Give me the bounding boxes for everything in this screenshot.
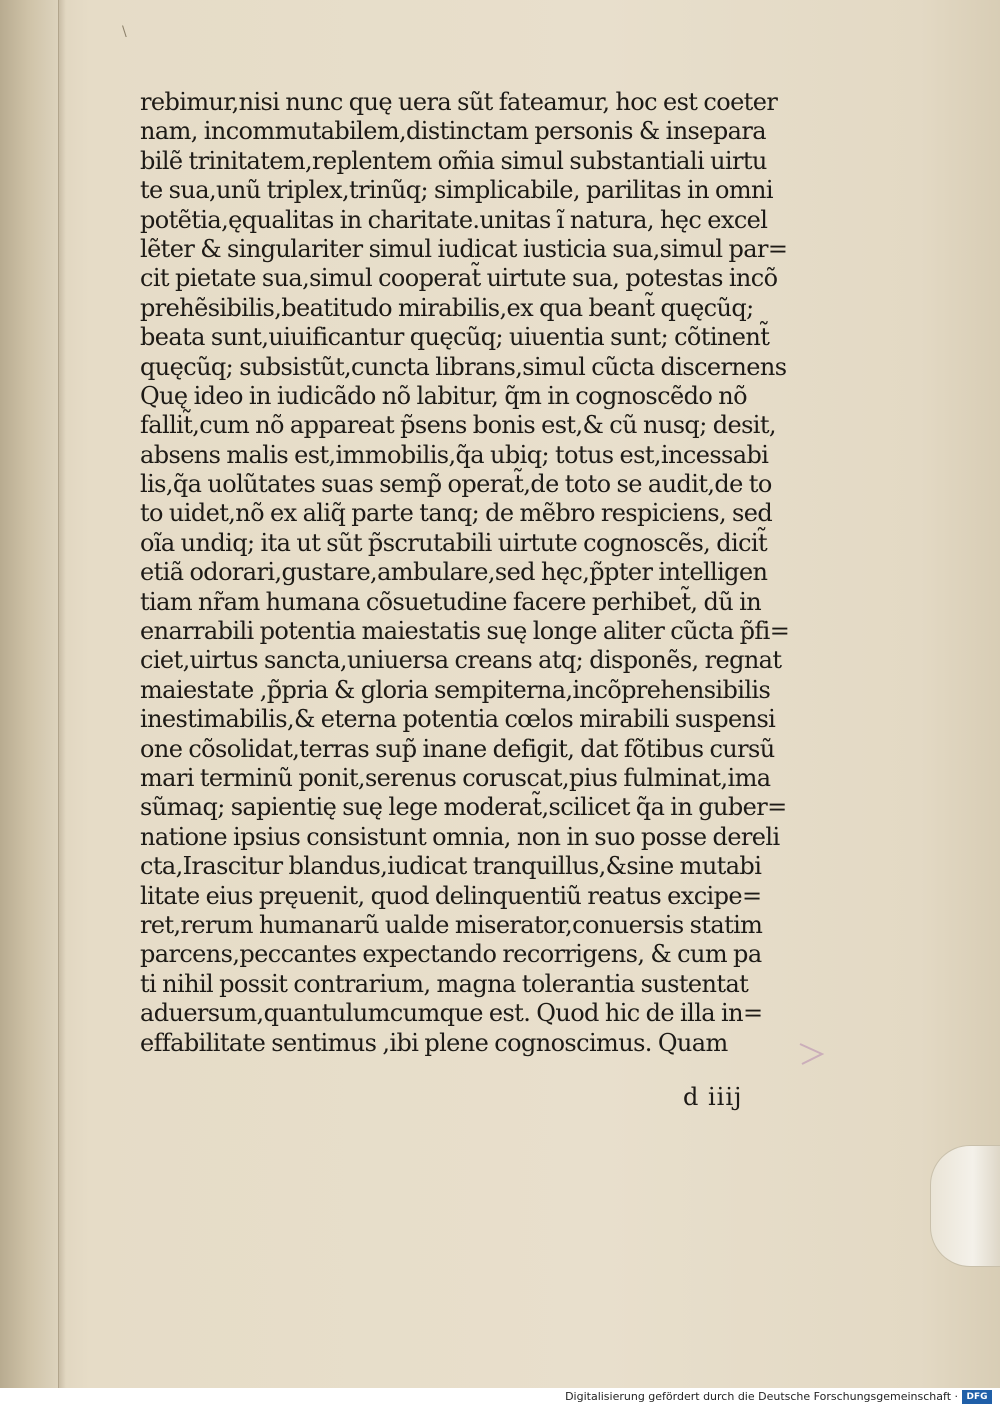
text-line: one cõsolidat,terras sup̃ inane defigit, dat fõtibus cursũ xyxy=(140,734,775,763)
text-line: lẽter & singulariter simul iudicat iusticia sua,simul par= xyxy=(140,234,788,263)
text-line: beata sunt,uiuificantur quęcũq; uiuentia sunt; cõtinent̃ xyxy=(140,323,770,352)
text-line: rebimur,nisi nunc quę uera sũt fateamur, hoc est coeter xyxy=(140,88,778,116)
text-line: natione ipsius consistunt omnia, non in suo posse dereli xyxy=(140,822,780,851)
text-line: oĩa undiq; ita ut sũt p̃scrutabili uirtute cognoscẽs, dicit̃ xyxy=(140,528,768,557)
corner-mark: \ xyxy=(122,24,127,40)
text-line: enarrabili potentia maiestatis suę longe aliter cũcta p̃fi= xyxy=(140,617,790,646)
text-line: ti nihil possit contrarium, magna tolerantia sustentat xyxy=(140,969,749,998)
gutter-shadow xyxy=(58,0,66,1388)
text-line: litate eius pręuenit, quod delinquentiũ reatus excipe= xyxy=(140,881,762,910)
marginal-ink-mark xyxy=(798,1040,828,1068)
text-line: quęcũq; subsistũt,cuncta librans,simul cũcta discernens xyxy=(140,352,787,381)
text-line: te sua,unũ triplex,trinũq; simplicabile, parilitas in omni xyxy=(140,176,773,205)
text-line: aduersum,quantulumcumque est. Quod hic de illa in= xyxy=(140,999,763,1028)
footer-credit: Digitalisierung gefördert durch die Deutsche Forschungsgemeinschaft · xyxy=(565,1390,958,1403)
footer-bar xyxy=(0,1388,1000,1407)
text-line: cit pietate sua,simul cooperat̃ uirtute sua, potestas incõ xyxy=(140,264,778,293)
text-line: prehẽsibilis,beatitudo mirabilis,ex qua beant̃ quęcũq; xyxy=(140,293,754,322)
page-gutter xyxy=(0,0,59,1388)
text-line: cta,Irascitur blandus,iudicat tranquillus,&sine mutabi xyxy=(140,852,762,881)
text-line: fallit̃,cum nõ appareat p̃sens bonis est,& cũ nusq; desit, xyxy=(140,411,776,440)
text-line: to uidet,nõ ex aliq̃ parte tanq; de mẽbro respiciens, sed xyxy=(140,499,773,528)
text-line: inestimabilis,& eterna potentia cœlos mirabili suspensi xyxy=(140,705,776,734)
body-text xyxy=(140,88,840,1058)
text-line: sũmaq; sapientię suę lege moderat̃,scilicet q̃a in guber= xyxy=(140,793,787,822)
dfg-logo-icon: DFG xyxy=(962,1390,992,1404)
text-line: maiestate ,p̃pria & gloria sempiterna,incõprehensibilis xyxy=(140,675,771,704)
text-line: bilẽ trinitatem,replentem om̃ia simul substantiali uirtu xyxy=(140,146,767,175)
text-line: tiam nr̃am humana cõsuetudine facere perhibet̃, dũ in xyxy=(140,587,762,616)
page-clip xyxy=(930,1145,1000,1267)
text-line: absens malis est,immobilis,q̃a ubiq; totus est,incessabi xyxy=(140,440,769,469)
text-line: effabilitate sentimus ,ibi plene cognoscimus. Quam xyxy=(140,1028,728,1057)
signature-mark: d iiij xyxy=(683,1083,743,1111)
text-line: potẽtia,ęqualitas in charitate.unitas ĩ natura, hęc excel xyxy=(140,205,768,234)
text-line: Quę ideo in iudicãdo nõ labitur, q̃m in cognoscẽdo nõ xyxy=(140,381,747,410)
text-line: nam, incommutabilem,distinctam personis & insepara xyxy=(140,117,766,146)
text-line: ret,rerum humanarũ ualde miserator,conuersis statim xyxy=(140,910,763,939)
text-line: lis,q̃a uolũtates suas semp̃ operat̃,de toto se audit,de to xyxy=(140,470,772,499)
text-line: ciet,uirtus sancta,uniuersa creans atq; disponẽs, regnat xyxy=(140,646,782,675)
text-line: mari terminũ ponit,serenus coruscat,pius fulminat,ima xyxy=(140,763,771,792)
text-line: etiã odorari,gustare,ambulare,sed hęc,p̃pter intelligen xyxy=(140,558,768,587)
text-line: parcens,peccantes expectando recorrigens, & cum pa xyxy=(140,940,762,969)
